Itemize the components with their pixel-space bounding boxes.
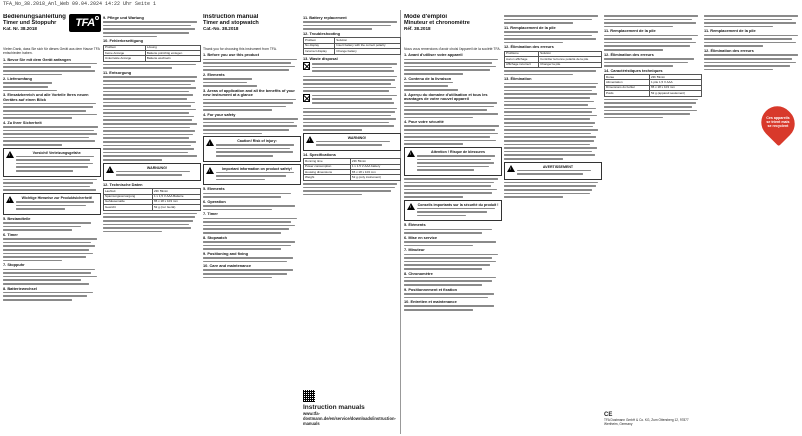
table-cell: Spannungsversorgung <box>104 194 153 199</box>
section-heading: 8. Stopwatch <box>203 234 227 240</box>
section-heading: 2. Lieferumfang <box>3 76 32 82</box>
table-cell: Problème <box>505 51 539 56</box>
table-cell: 52 g (appareil seulement) <box>649 91 701 96</box>
section-heading: 4. Pour votre sécurité <box>404 119 444 125</box>
section-heading: 13. Élimination <box>504 76 532 82</box>
section-heading: 12. Élimination des erreurs <box>704 48 754 54</box>
section-heading: 7. Timer <box>203 211 218 217</box>
warning-box: ! Important information on product safety! <box>203 164 301 186</box>
column-english-2 <box>303 14 401 432</box>
warning-box: ! WARNUNG! <box>103 163 201 181</box>
column-french-2 <box>504 14 602 432</box>
warning-title: AVERTISSEMENT <box>542 164 574 169</box>
table-cell: Changer la pile <box>539 62 602 67</box>
tech-table-fr <box>604 74 702 97</box>
instructions-url[interactable]: www.tfa-dostmann.de/en/service/downloads/instruction-manuals <box>303 411 396 426</box>
manual-title-en: Instruction manual <box>203 14 259 20</box>
table-cell: Durée <box>605 75 650 80</box>
table-cell: 65 x 18 x 103 mm <box>152 199 200 204</box>
right-sheet <box>402 10 801 434</box>
table-cell: 52 g (only instrument) <box>350 175 400 180</box>
table-cell: Batterie polrichtig einlegen <box>145 51 200 56</box>
section-heading: 1. Before you use this product <box>203 52 259 58</box>
troubleshooting-table-de <box>103 45 201 62</box>
section-heading: 8. Chronomètre <box>404 270 433 276</box>
warning-box: ! Caution! Risk of injury: <box>203 136 301 161</box>
section-heading: 10. Entretien et maintenance <box>404 299 457 305</box>
manual-title-fr: Mode d'emploi <box>404 14 448 20</box>
table-cell: 65 x 18 x 103 mm <box>649 85 701 90</box>
section-heading: 1. Bevor Sie mit dem Gerät anfangen <box>3 56 71 62</box>
section-heading: 11. Entsorgung <box>103 70 132 76</box>
recycling-badge-text: Ces appareils se trient mais se recyclent <box>766 116 790 128</box>
table-cell: Running time <box>304 159 351 164</box>
table-cell: Poids <box>605 91 650 96</box>
warning-box: ! Vorsicht! Verletzungsgefahr: <box>3 148 101 177</box>
table-cell: Solution <box>335 38 401 43</box>
crossed-bin-icon <box>303 62 310 70</box>
section-heading: 11. Battery replacement <box>303 15 347 20</box>
manual-subtitle-en: Timer and stopwatch <box>203 19 259 26</box>
table-cell: Dimensions du boîtier <box>605 85 650 90</box>
table-cell: Alimentation <box>605 80 650 85</box>
table-cell: Insert battery with the correct polarity <box>335 43 401 48</box>
section-heading: 12. Troubleshooting <box>303 31 340 37</box>
column-german-1 <box>3 14 101 432</box>
qr-code-icon <box>303 390 315 402</box>
warning-title: Conseils importants sur la sécurité du produit ! <box>417 202 499 207</box>
brand-name: TFA <box>75 17 95 29</box>
table-cell: Incorrect display <box>304 49 335 54</box>
table-cell: Aucun affichage <box>505 57 539 62</box>
warning-title: Attention ! Risque de blessures <box>431 150 485 155</box>
manual-title-de: Bedienungsanleitung <box>3 14 66 20</box>
section-heading: 12. Élimination des erreurs <box>504 44 554 50</box>
troubleshooting-table-en <box>303 37 401 54</box>
section-heading: 7. Stoppuhr <box>3 262 25 268</box>
tech-table-de <box>103 188 201 211</box>
table-cell: Laufzeit <box>104 189 153 194</box>
footer-en <box>303 389 401 426</box>
section-heading: 10. Fehlerbeseitigung <box>103 38 143 44</box>
table-cell: 1 x 1.5 V AAA battery <box>350 164 400 169</box>
title-block-en <box>203 14 301 44</box>
section-heading: 14. Caractéristiques techniques <box>604 67 663 73</box>
section-heading: 6. Operation <box>203 198 226 204</box>
section-heading: 11. Remplacement de la pile <box>604 28 656 34</box>
section-heading: 6. Timer <box>3 231 18 237</box>
column-french-3 <box>604 14 702 432</box>
table-cell: Keine Anzeige <box>104 51 146 56</box>
table-cell: 52 g (nur Gerät) <box>152 205 200 210</box>
table-cell: Problem <box>104 45 146 50</box>
warning-title: Vorsicht! Verletzungsgefahr: <box>32 150 82 155</box>
section-heading: 10. Care and maintenance <box>203 263 252 269</box>
instructions-title: Instruction manuals <box>303 404 365 411</box>
table-cell: 23h 59min <box>152 189 200 194</box>
section-heading: 9. Positioning and fixing <box>203 250 248 256</box>
section-heading: 2. Contenu de la livraison <box>404 75 452 81</box>
warning-box: ! AVERTISSEMENT <box>504 162 602 180</box>
recycling-badge <box>758 106 798 146</box>
table-cell: Housing dimensions <box>304 170 351 175</box>
intro-de: Vielen Dank, dass Sie sich für dieses Gerät aus dem Hause TFA entschieden haben. <box>3 47 100 56</box>
manual-cat-fr: Réf. 38.2018 <box>404 26 431 32</box>
troubleshooting-table-fr <box>504 51 602 68</box>
warning-box: ! Attention ! Risque de blessures <box>404 147 502 176</box>
section-heading: 13. Waste disposal <box>303 55 338 61</box>
table-cell: Weight <box>304 175 351 180</box>
table-cell: Contrôler la bonne polarité de la pile <box>539 57 602 62</box>
section-heading: 12. Technische Daten <box>103 181 143 187</box>
table-cell: 23h 59min <box>649 75 701 80</box>
table-cell: 65 x 18 x 103 mm <box>350 170 400 175</box>
title-block-de <box>3 14 101 44</box>
warning-box: ! WARNING! <box>303 133 401 151</box>
warning-title: WARNUNG! <box>146 165 168 170</box>
section-heading: 5. Éléments <box>404 222 426 228</box>
disposal-row <box>303 94 401 107</box>
warning-title: Caution! Risk of injury: <box>237 139 277 144</box>
left-sheet <box>1 10 400 434</box>
section-heading: 11. Remplacement de la pile <box>504 24 556 30</box>
section-heading: 3. Einsatzbereich und alle Vorteile Ihres neuen Gerätes auf einen Blick <box>3 92 89 102</box>
table-cell: 1 x 1,5 V AAA Batterie <box>152 194 200 199</box>
tfa-logo <box>69 14 101 32</box>
column-german-2 <box>103 14 201 432</box>
section-heading: 4. For your safety <box>203 111 236 117</box>
table-cell: Problem <box>304 38 335 43</box>
table-cell: Gewicht <box>104 205 153 210</box>
tech-table-en <box>303 158 401 181</box>
section-heading: 12. Élimination des erreurs <box>604 51 654 57</box>
section-heading: 9. Pflege und Wartung <box>103 15 144 20</box>
section-heading: 7. Minuteur <box>404 247 425 253</box>
section-heading: 5. Elements <box>203 186 225 192</box>
table-cell: Change battery <box>335 49 401 54</box>
table-cell: Gehäusemaße <box>104 199 153 204</box>
table-cell: Solution <box>539 51 602 56</box>
table-cell: Power consumption <box>304 164 351 169</box>
manual-subtitle-fr: Minuteur et chronomètre <box>404 19 470 26</box>
table-cell: 1 pile 1,5 V AAA <box>649 80 701 85</box>
warning-box: ! Conseils importants sur la sécurité du produit ! <box>404 200 502 222</box>
crossed-bin-icon <box>303 94 310 102</box>
section-heading: 6. Mise en service <box>404 234 438 240</box>
print-header: TFA_No_38.2018_Anl_Web 09.04.2024 14:22 Uhr Seite 1 <box>3 1 157 7</box>
manual-subtitle-de: Timer und Stoppuhr <box>3 19 57 26</box>
warning-title: Important information on product safety! <box>222 166 292 171</box>
disposal-row <box>303 62 401 75</box>
column-english-1 <box>203 14 301 432</box>
title-block-fr <box>404 14 502 44</box>
warning-title: WARNING! <box>347 135 367 140</box>
section-heading: 5. Bestandteile <box>3 215 31 221</box>
intro-fr: Nous vous remercions d'avoir choisi l'appareil de la société TFA. <box>404 47 501 51</box>
section-heading: 14. Specifications <box>303 151 336 157</box>
footer-fr <box>604 412 702 426</box>
table-cell: Lösung <box>145 45 200 50</box>
column-french-1 <box>404 14 502 432</box>
table-cell: Unkorrekte Anzeige <box>104 56 146 61</box>
map-pin-icon <box>755 100 802 147</box>
table-cell: Batterie wechseln <box>145 56 200 61</box>
column-french-4 <box>704 14 802 432</box>
section-heading: 11. Remplacement de la pile <box>704 28 756 34</box>
manual-cat-en: Cat.-No. 38.2018 <box>203 26 239 32</box>
section-heading: 9. Positionnement et fixation <box>404 286 457 292</box>
ce-mark-icon: CE <box>604 412 613 418</box>
manual-cat-de: Kat. Nr. 38.2018 <box>3 26 37 32</box>
table-cell: 23h 59min <box>350 159 400 164</box>
table-cell: Affichage incorrect <box>505 62 539 67</box>
section-heading: 3. Areas of application and all the benefits of your new instrument at a glance <box>203 88 295 98</box>
warning-box: ! Wichtige Hinweise zur Produktsicherheit! <box>3 193 101 215</box>
section-heading: 2. Elements <box>203 71 225 77</box>
intro-en: Thank you for choosing this instrument from TFA. <box>203 47 277 51</box>
section-heading: 4. Zu Ihrer Sicherheit <box>3 119 42 125</box>
company-address: TFA Dostmann GmbH & Co. KG, Zum Ottersberg 12, 97877 Wertheim, Germany <box>604 418 689 426</box>
warning-title: Wichtige Hinweise zur Produktsicherheit! <box>21 196 93 201</box>
section-heading: 3. Aperçu du domaine d'utilisation et tous les avantages de votre nouvel appareil <box>404 91 488 101</box>
table-cell: No display <box>304 43 335 48</box>
section-heading: 8. Batteriewechsel <box>3 285 37 291</box>
section-heading: 1. Avant d'utiliser votre appareil <box>404 52 463 58</box>
